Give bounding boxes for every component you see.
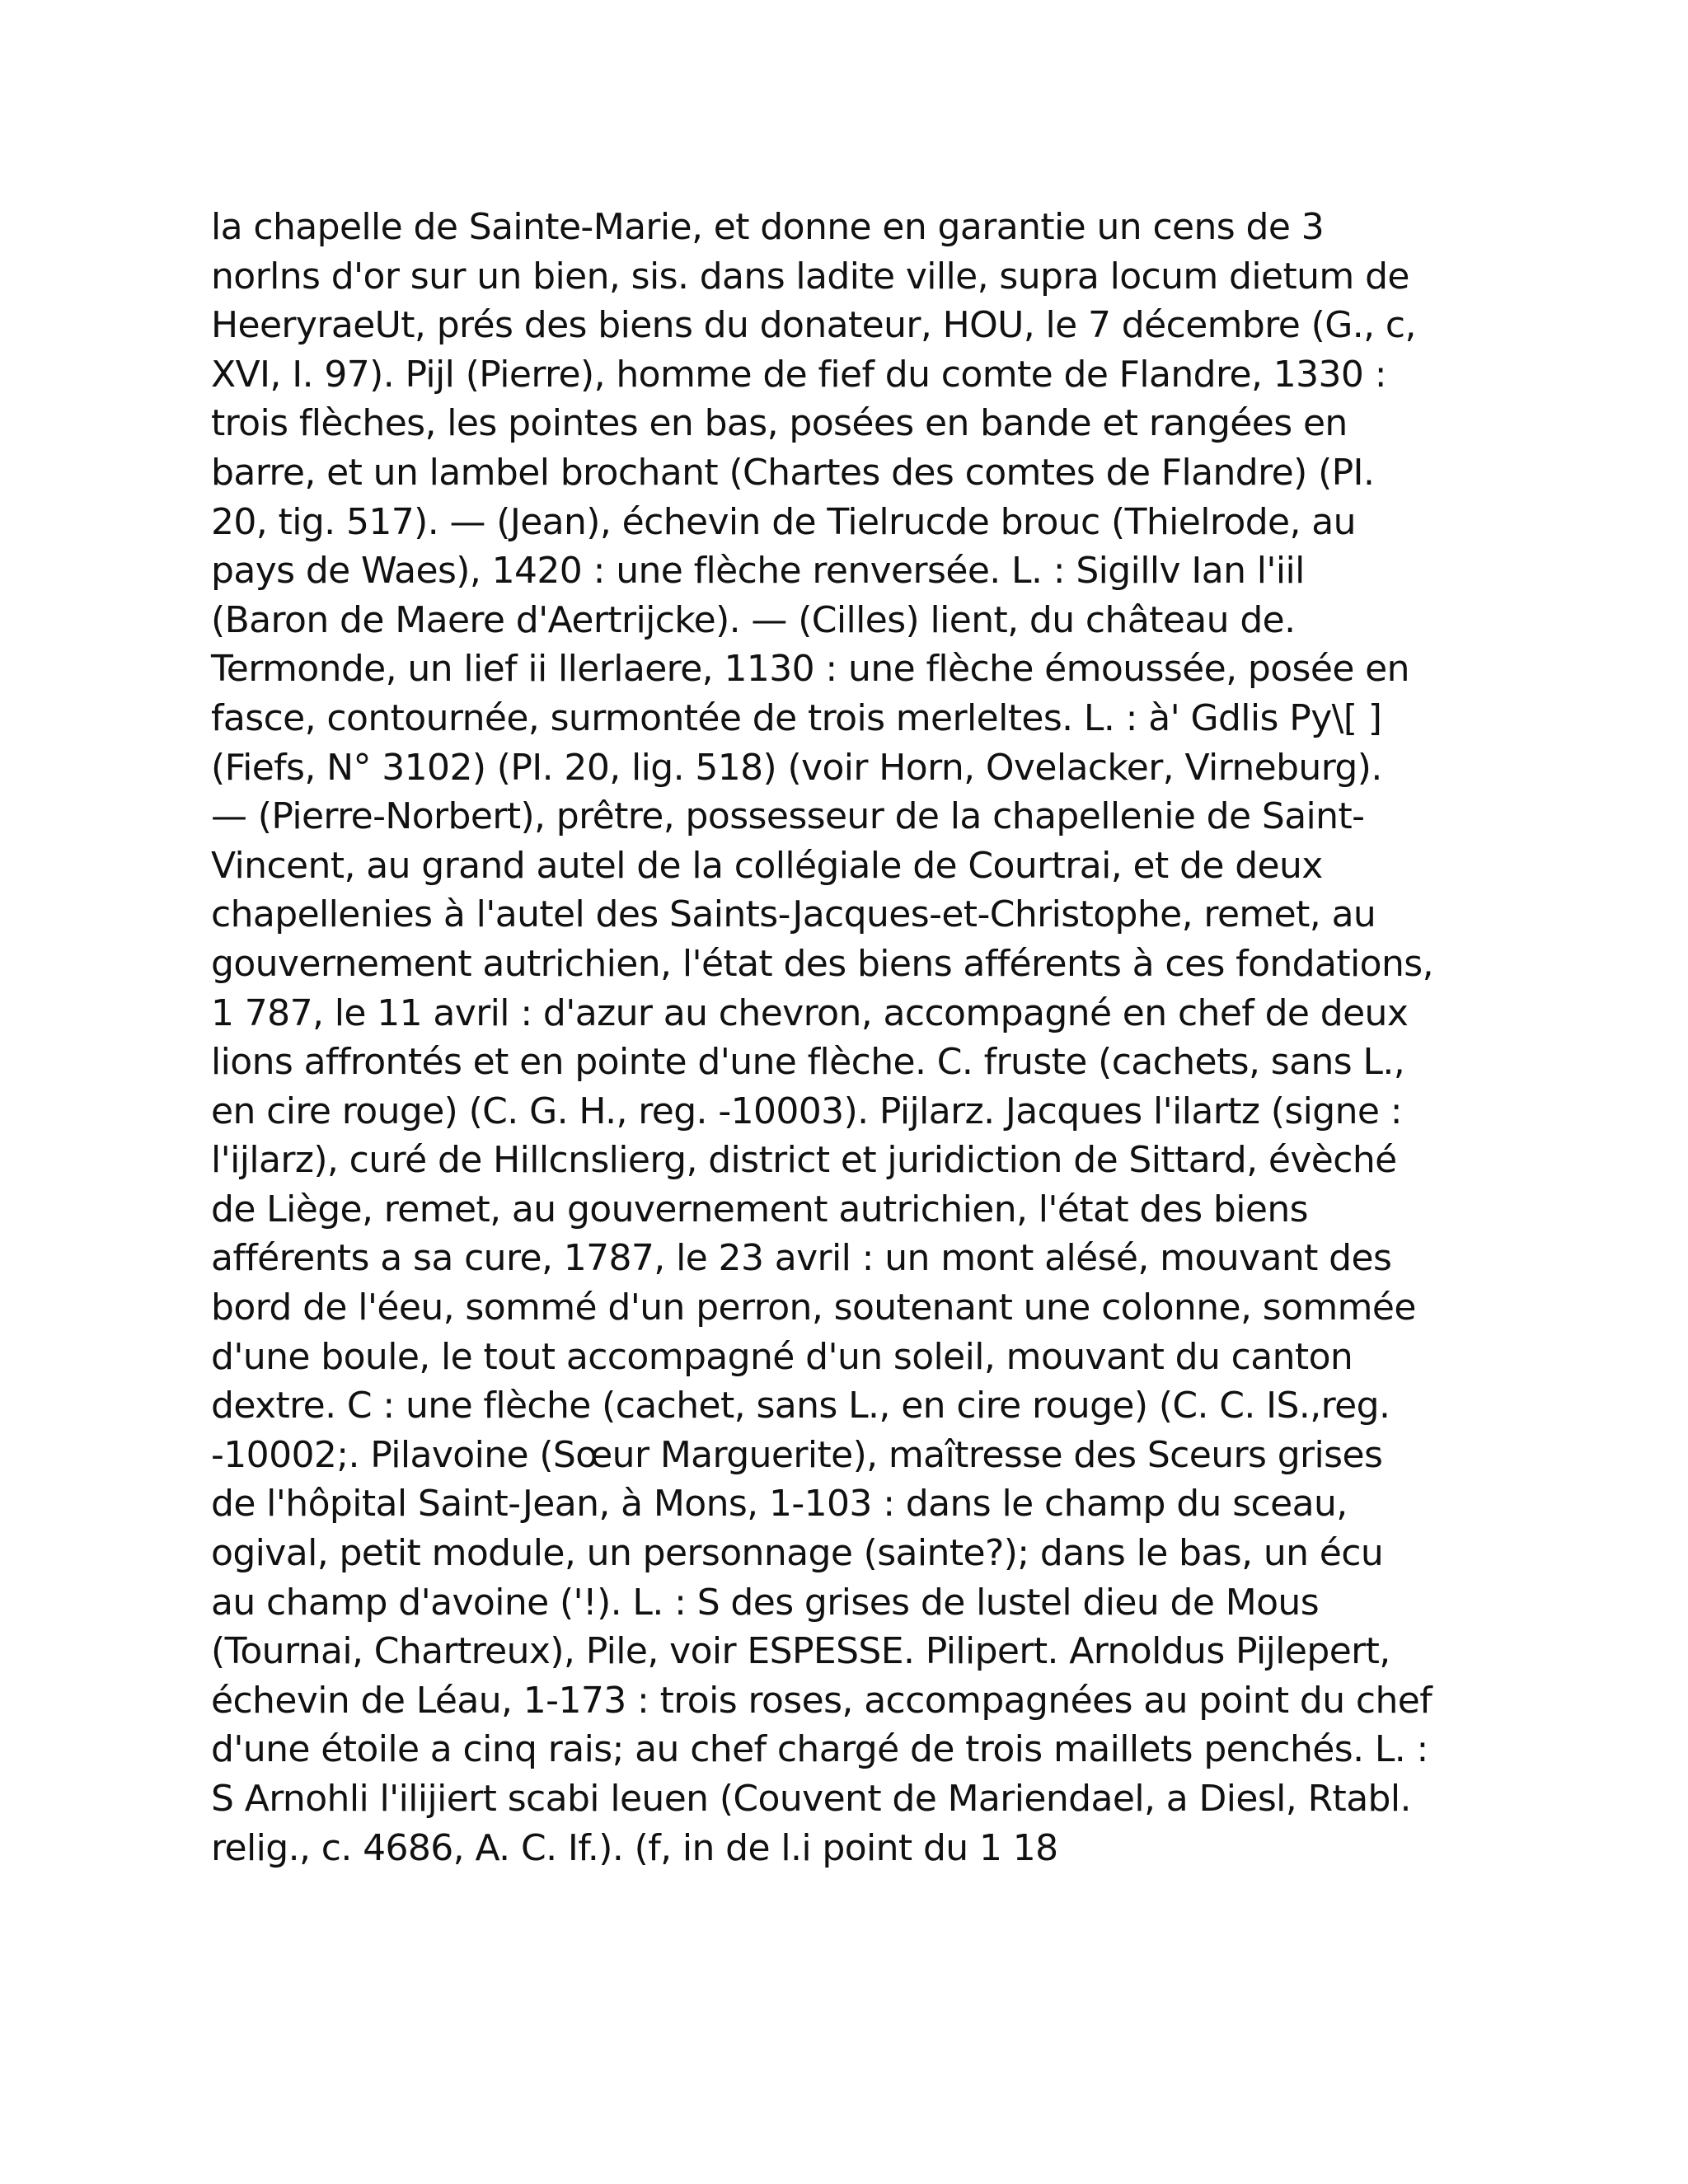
text-line: dextre. C : une flèche (cachet, sans L., en cire rouge) (C. C. IS.,reg. [211, 1385, 1390, 1427]
text-line: barre, et un lambel brochant (Chartes des comtes de Flandre) (PI. [211, 451, 1375, 494]
text-line: XVI, I. 97). Pijl (Pierre), homme de fief du comte de Flandre, 1330 : [211, 353, 1386, 396]
text-line: échevin de Léau, 1-173 : trois roses, accompagnées au point du chef [211, 1679, 1432, 1722]
text-line: d'une boule, le tout accompagné d'un soleil, mouvant du canton [211, 1335, 1353, 1378]
text-line: fasce, contournée, surmontée de trois merleltes. L. : à' Gdlis Py\[ ] [211, 696, 1382, 739]
text-line: Vincent, au grand autel de la collégiale de Courtrai, et de deux [211, 844, 1323, 887]
text-line: lions affrontés et en pointe d'une flèche. C. fruste (cachets, sans L., [211, 1041, 1405, 1084]
text-line: gouvernement autrichien, l'état des biens afférents à ces fondations, [211, 942, 1433, 985]
text-line: 1 787, le 11 avril : d'azur au chevron, accompagné en chef de deux [211, 991, 1409, 1034]
text-line: — (Pierre-Norbert), prêtre, possesseur de la chapellenie de Saint- [211, 795, 1365, 838]
text-line: Termonde, un lief ii llerlaere, 1130 : une flèche émoussée, posée en [211, 648, 1409, 691]
text-line: HeeryraeUt, prés des biens du donateur, HOU, le 7 décembre (G., c, [211, 304, 1416, 347]
text-line: l'ijlarz), curé de Hillcnslierg, district et juridiction de Sittard, évèché [211, 1139, 1397, 1182]
text-line: pays de Waes), 1420 : une flèche renversée. L. : Sigillv Ian l'iil [211, 550, 1305, 593]
text-line: de l'hôpital Saint-Jean, à Mons, 1-103 : dans le champ du sceau, [211, 1483, 1348, 1526]
text-line: trois flèches, les pointes en bas, posées en bande et rangées en [211, 402, 1348, 445]
text-line: 20, tig. 517). — (Jean), échevin de Tielrucde brouc (Thielrode, au [211, 500, 1356, 543]
text-line: ogival, petit module, un personnage (sainte?); dans le bas, un écu [211, 1532, 1384, 1575]
text-line: (Fiefs, N° 3102) (PI. 20, lig. 518) (voir Horn, Ovelacker, Virneburg). [211, 746, 1382, 789]
text-line: en cire rouge) (C. G. H., reg. -10003). Pijlarz. Jacques l'ilartz (signe : [211, 1090, 1402, 1132]
text-line: (Baron de Maere d'Aertrijcke). — (Cilles) lient, du château de. [211, 598, 1296, 641]
body-text [211, 203, 1497, 1872]
text-line: de Liège, remet, au gouvernement autrichien, l'état des biens [211, 1188, 1308, 1230]
text-line: (Tournai, Chartreux), Pile, voir ESPESSE. Pilipert. Arnoldus Pijlepert, [211, 1630, 1390, 1673]
text-line: S Arnohli l'ilijiert scabi leuen (Couvent de Mariendael, a Diesl, Rtabl. [211, 1778, 1411, 1820]
text-line: chapellenies à l'autel des Saints-Jacques-et-Christophe, remet, au [211, 893, 1376, 936]
text-line: bord de l'éeu, sommé d'un perron, soutenant une colonne, sommée [211, 1286, 1416, 1329]
text-line: d'une étoile a cinq rais; au chef chargé de trois maillets penchés. L. : [211, 1728, 1428, 1771]
text-line: -10002;. Pilavoine (Sœur Marguerite), maîtresse des Sceurs grises [211, 1433, 1383, 1476]
text-line: relig., c. 4686, A. C. If.). (f, in de l.i point du 1 18 [211, 1826, 1058, 1869]
text-line: la chapelle de Sainte-Marie, et donne en garantie un cens de 3 [211, 206, 1325, 248]
text-line: au champ d'avoine ('!). L. : S des grises de lustel dieu de Mous [211, 1581, 1320, 1624]
text-line: afférents a sa cure, 1787, le 23 avril : un mont alésé, mouvant des [211, 1237, 1392, 1280]
text-line: norlns d'or sur un bien, sis. dans ladite ville, supra locum dietum de [211, 255, 1409, 298]
